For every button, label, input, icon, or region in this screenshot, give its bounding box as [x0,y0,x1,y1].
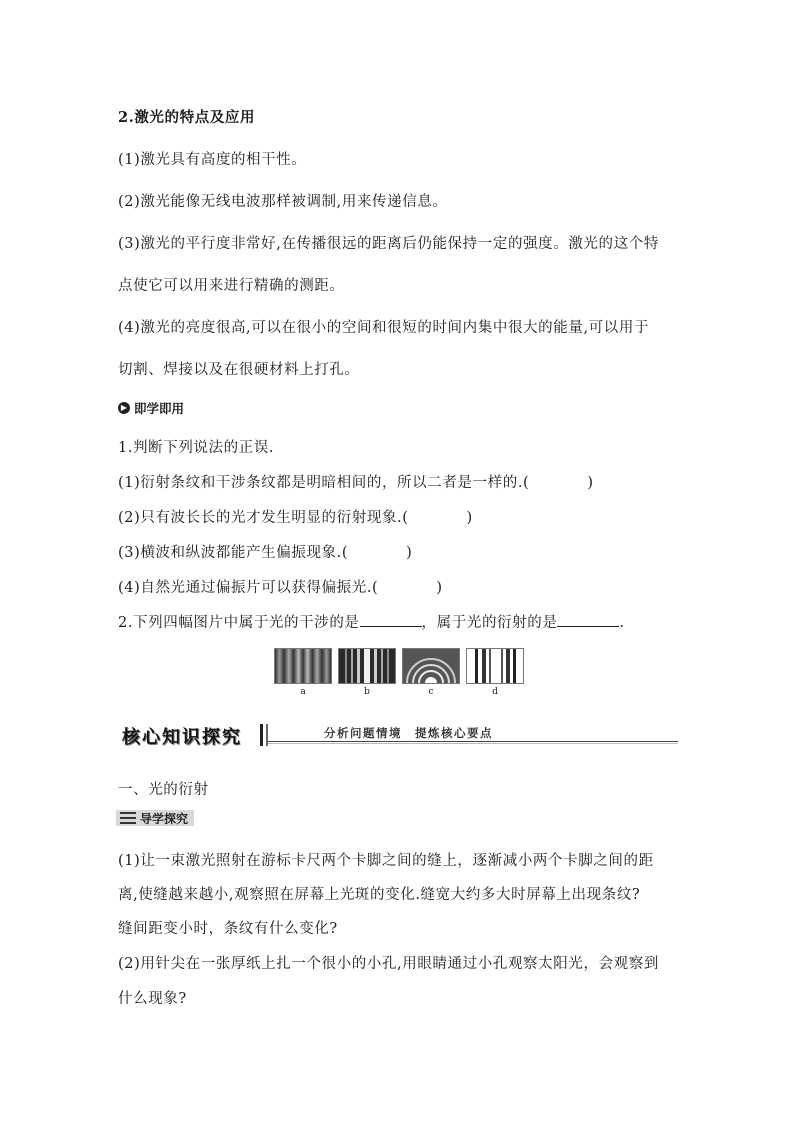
paragraph-line: (2)用针尖在一张厚纸上扎一个很小的小孔,用眼睛通过小孔观察太阳光，会观察到 [118,956,659,972]
judgement-item [118,474,594,492]
paragraph-line: 什么现象? [118,991,187,1007]
figure-label: d [492,687,498,697]
fill-text: . [619,615,625,631]
section-banner [118,722,678,748]
practice-tag [118,399,184,417]
list-icon [120,812,136,824]
judgement-item [118,509,473,527]
paragraph-line: (1)激光具有高度的相干性。 [118,152,307,168]
judgement-close: ) [406,545,413,561]
fringe-image-c [402,648,460,684]
answer-blank[interactable] [360,614,422,627]
figure-label: a [300,687,306,697]
guide-tag-label: 导学探究 [140,811,189,826]
fringe-image-a [274,648,332,684]
judgement-text: (3)横波和纵波都能产生偏振现象.( [118,545,349,561]
question-title: 1.判断下列说法的正误. [118,440,275,456]
judgement-close: ) [466,510,473,526]
judgement-close: ) [587,475,594,491]
banner-rule [268,741,678,742]
paragraph-line: 切割、焊接以及在很硬材料上打孔。 [118,362,360,378]
paragraph-line: (2)激光能像无线电波那样被调制,用来传递信息。 [118,194,448,210]
judgement-text: (2)只有波长长的光才发生明显的衍射现象.( [118,510,409,526]
section-heading: 2.激光的特点及应用 [118,109,256,126]
figure-label: b [364,687,370,697]
fill-text: ，属于光的衍射的是 [421,615,558,631]
play-icon: ▶ [118,402,130,414]
banner-subtitle: 分析问题情境 提炼核心要点 [324,726,493,740]
paragraph-line: (1)让一束激光照射在游标卡尺两个卡脚之间的缝上，逐渐减小两个卡脚之间的距 [118,853,654,869]
banner-divider [260,724,263,746]
judgement-text: (1)衍射条纹和干涉条纹都是明暗相间的，所以二者是一样的.( [118,475,530,491]
fill-question [118,614,625,632]
judgement-close: ) [436,580,443,596]
practice-tag-label: 即学即用 [134,401,185,416]
answer-blank[interactable] [557,614,619,627]
judgement-item [118,579,443,597]
figure-b [338,648,396,698]
banner-title: 核心知识探究 [122,727,242,748]
banner-title-box [118,722,258,748]
figure-label: c [428,687,434,697]
banner-rule [268,743,678,744]
paragraph-line: (4)激光的亮度很高,可以在很小的空间和很短的时间内集中很大的能量,可以用于 [118,320,650,336]
fill-text: 2.下列四幅图片中属于光的干涉的是 [118,615,360,631]
fringe-image-d [466,648,524,684]
judgement-text: (4)自然光通过偏振片可以获得偏振光.( [118,580,379,596]
figure-c [402,648,460,698]
judgement-item [118,544,412,562]
guide-tag [116,810,194,826]
part-heading: 一、光的衍射 [118,782,209,798]
paragraph-line: 点使它可以用来进行精确的测距。 [118,278,345,294]
figure-a [274,648,332,698]
fringe-image-b [338,648,396,684]
paragraph-line: 离,使缝越来越小,观察照在屏幕上光斑的变化.缝宽大约多大时屏幕上出现条纹? [118,887,641,903]
paragraph-line: (3)激光的平行度非常好,在传播很远的距离后仍能保持一定的强度。激光的这个特 [118,236,659,252]
figure-d [466,648,524,698]
paragraph-line: 缝间距变小时，条纹有什么变化? [118,921,338,937]
pattern-figures [274,648,524,698]
